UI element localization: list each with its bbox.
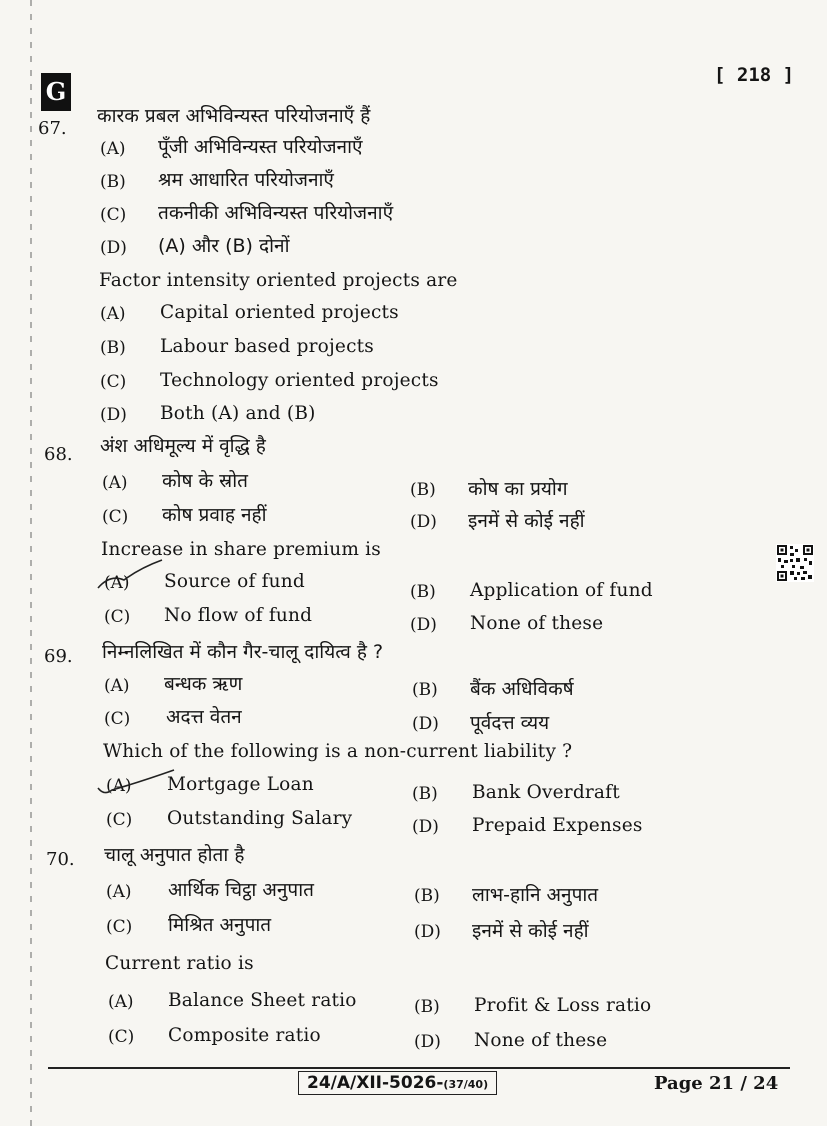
question-en: Which of the following is a non-current liability ? [103,741,573,762]
option-text: Mortgage Loan [167,774,314,795]
option-label: (C) [108,1027,135,1047]
option-label: (A) [106,882,132,902]
option-label: (D) [100,238,127,258]
option-label: (C) [106,810,133,830]
option-text: None of these [474,1030,608,1051]
option-text: अदत्त वेतन [166,706,242,728]
option-text: No flow of fund [164,605,313,626]
option-label: (A) [100,139,126,159]
option-label: (C) [102,507,129,527]
option-text: (A) और (B) दोनों [158,235,290,257]
option-text: Composite ratio [168,1025,321,1046]
option-text: कोष के स्रोत [162,470,248,492]
option-text: कोष का प्रयोग [468,478,568,500]
option-label: (A) [102,473,128,493]
option-label: (C) [106,917,133,937]
question-en: Factor intensity oriented projects are [99,270,458,291]
sheet-count: (37/40) [443,1078,489,1091]
page-code: [ 218 ] [714,64,795,86]
option-label: (A) [106,776,132,796]
option-text: Source of fund [164,571,305,592]
option-text: तकनीकी अभिविन्यस्त परियोजनाएँ [158,202,394,224]
series-badge: G [41,73,71,111]
option-text: Labour based projects [160,336,374,357]
option-text: इनमें से कोई नहीं [468,510,585,532]
option-label: (B) [410,582,436,602]
question-number: 68. [44,444,73,465]
option-text: Outstanding Salary [167,808,353,829]
question-hi: चालू अनुपात होता है [104,844,245,866]
option-label: (B) [100,338,126,358]
question-hi: अंश अधिमूल्य में वृद्धि है [100,435,266,457]
option-text: श्रम आधारित परियोजनाएँ [158,169,334,191]
option-label: (A) [104,573,130,593]
option-text: इनमें से कोई नहीं [472,920,589,942]
option-label: (D) [100,405,127,425]
option-text: Balance Sheet ratio [168,990,357,1011]
qr-code [776,544,814,582]
answer-tick-mark [90,762,180,802]
option-label: (B) [100,172,126,192]
option-text: पूर्वदत्त व्यय [470,712,550,734]
option-text: लाभ-हानि अनुपात [472,884,599,906]
question-number: 69. [44,646,73,667]
option-text: Prepaid Expenses [472,815,643,836]
option-label: (D) [410,512,437,532]
option-label: (D) [414,1032,441,1052]
option-label: (C) [100,372,127,392]
question-hi: निम्नलिखित में कौन गैर-चालू दायित्व है ? [102,641,384,663]
footer-rule [48,1067,790,1069]
option-text: Technology oriented projects [160,370,439,391]
option-label: (C) [100,205,127,225]
option-text: बन्धक ऋण [164,673,243,695]
page-left-edge [30,0,32,1126]
option-text: Capital oriented projects [160,302,399,323]
option-label: (B) [412,784,438,804]
option-text: Both (A) and (B) [160,403,316,424]
answer-tick-mark [90,556,170,596]
option-label: (B) [410,480,436,500]
option-text: कोष प्रवाह नहीं [162,504,267,526]
option-text: आर्थिक चिट्ठा अनुपात [168,879,314,901]
question-hi: कारक प्रबल अभिविन्यस्त परियोजनाएँ हैं [97,105,371,127]
option-label: (D) [410,615,437,635]
option-label: (A) [108,992,134,1012]
option-text: बैंक अधिविकर्ष [470,678,574,700]
option-label: (D) [414,922,441,942]
option-label: (B) [414,886,440,906]
option-text: Bank Overdraft [472,782,620,803]
option-text: पूँजी अभिविन्यस्त परियोजनाएँ [158,136,363,158]
paper-code-text: 24/A/XII-5026- [307,1073,444,1093]
option-label: (D) [412,817,439,837]
option-label: (B) [414,997,440,1017]
option-label: (A) [100,304,126,324]
option-text: Application of fund [470,580,653,601]
option-text: मिश्रित अनुपात [168,914,272,936]
question-en: Current ratio is [105,953,254,974]
option-text: Profit & Loss ratio [474,995,652,1016]
option-label: (B) [412,680,438,700]
option-label: (D) [412,714,439,734]
option-label: (C) [104,709,131,729]
page-number: Page 21 / 24 [654,1073,779,1094]
question-en: Increase in share premium is [101,539,381,560]
question-number: 67. [38,118,67,139]
question-number: 70. [46,849,75,870]
option-label: (C) [104,607,131,627]
option-label: (A) [104,676,130,696]
paper-code [298,1071,497,1095]
option-text: None of these [470,613,604,634]
